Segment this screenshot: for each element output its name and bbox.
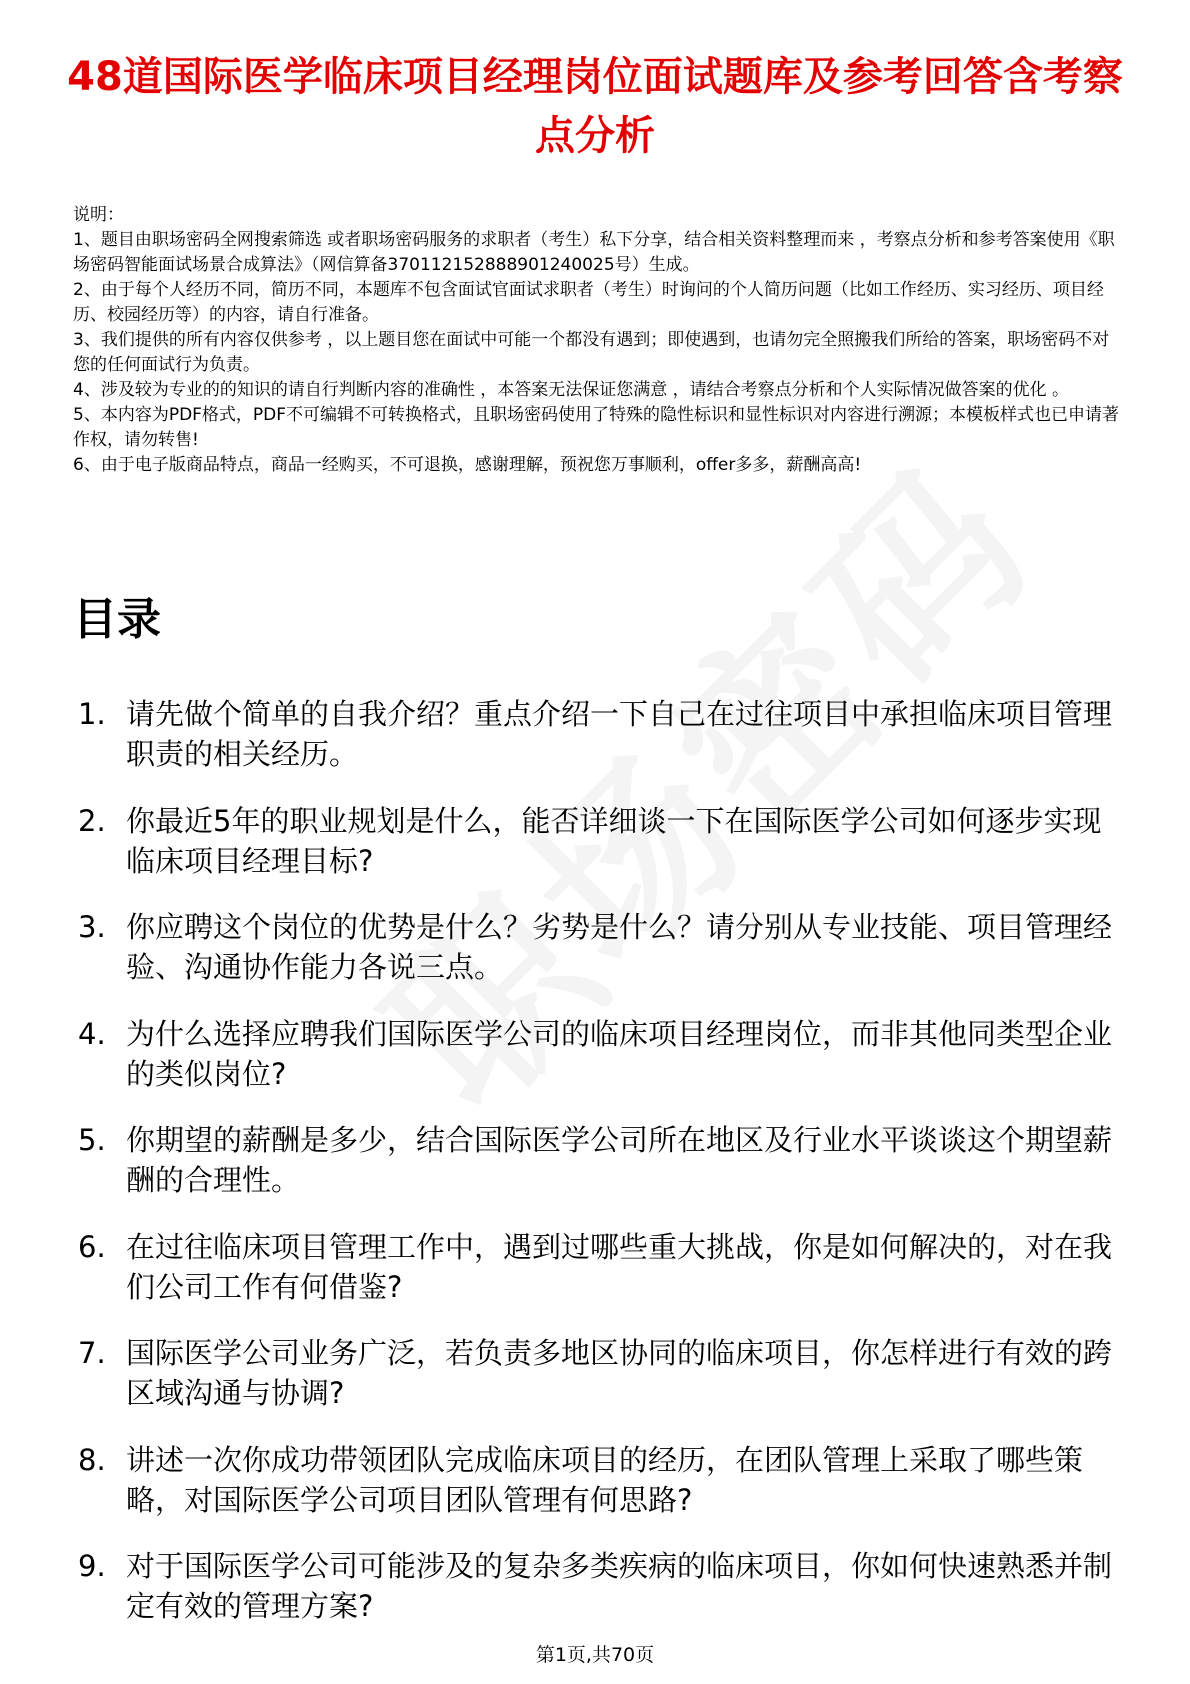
toc-item-number: 6. [78, 1229, 106, 1264]
toc-item-number: 4. [78, 1016, 106, 1051]
toc-item[interactable] [78, 1440, 1123, 1520]
toc-item-text: 你最近5年的职业规划是什么，能否详细谈一下在国际医学公司如何逐步实现临床项目经理目标? [126, 803, 1102, 878]
toc-item-text: 讲述一次你成功带领团队完成临床项目的经历，在团队管理上采取了哪些策略，对国际医学公司项目团队管理有何思路? [126, 1442, 1084, 1517]
toc-item-number: 9. [78, 1549, 106, 1583]
toc-item[interactable] [78, 1014, 1123, 1094]
notes-item: 4、涉及较为专业的的知识的请自行判断内容的准确性 ，本答案无法保证您满意 ，请结合考察点分析和个人实际情况做答案的优化 。 [73, 380, 1070, 400]
toc-item-number: 5. [78, 1123, 106, 1157]
toc-item[interactable] [78, 694, 1123, 774]
toc-item-text: 为什么选择应聘我们国际医学公司的临床项目经理岗位，而非其他同类型企业的类似岗位? [126, 1016, 1113, 1091]
toc-item[interactable] [78, 1333, 1123, 1413]
toc-item-number: 8. [78, 1442, 106, 1477]
toc-item-number: 7. [78, 1336, 106, 1370]
toc-list [78, 694, 1123, 1653]
toc-item-text: 对于国际医学公司可能涉及的复杂多类疾病的临床项目，你如何快速熟悉并制定有效的管理方案? [126, 1549, 1113, 1623]
toc-item[interactable] [78, 1546, 1123, 1626]
toc-item[interactable] [78, 801, 1123, 881]
toc-item-number: 3. [78, 910, 106, 944]
toc-item[interactable] [78, 1227, 1123, 1307]
notes-heading: 说明： [73, 205, 124, 225]
document-title: 48道国际医学临床项目经理岗位面试题库及参考回答含考察点分析 [67, 54, 1123, 159]
toc-item-text: 你期望的薪酬是多少，结合国际医学公司所在地区及行业水平谈谈这个期望薪酬的合理性。 [126, 1123, 1113, 1197]
toc-item-number: 1. [78, 697, 106, 731]
toc-item-text: 请先做个简单的自我介绍？重点介绍一下自己在过往项目中承担临床项目管理职责的相关经历。 [126, 697, 1113, 771]
toc-item-number: 2. [78, 803, 106, 838]
notes-item: 3、我们提供的所有内容仅供参考 ，以上题目您在面试中可能一个都没有遇到；即使遇到，也请勿完全照搬我们所给的答案，职场密码不对您的任何面试行为负责。 [73, 330, 1110, 375]
notes-item: 2、由于每个人经历不同，简历不同，本题库不包含面试官面试求职者（考生）时询问的个人简历问题（比如工作经历、实习经历、项目经历、校园经历等）的内容，请自行准备。 [73, 280, 1104, 325]
page-footer: 第1页,共70页 [535, 1644, 655, 1666]
toc-item[interactable] [78, 1120, 1123, 1200]
notes-item: 5、本内容为PDF格式，PDF不可编辑不可转换格式，且职场密码使用了特殊的隐性标识和显性标识对内容进行溯源；本模板样式也已申请著作权，请勿转售! [73, 405, 1120, 450]
toc-heading: 目录 [73, 594, 161, 645]
notes-item: 1、题目由职场密码全网搜索筛选 或者职场密码服务的求职者（考生）私下分享，结合相关资料整理而来 ，考察点分析和参考答案使用《职场密码智能面试场景合成算法》（网信算备370112152888901240025号）生成。 [73, 230, 1115, 275]
toc-item-text: 在过往临床项目管理工作中，遇到过哪些重大挑战，你是如何解决的，对在我们公司工作有何借鉴? [126, 1229, 1113, 1304]
toc-item-text: 国际医学公司业务广泛，若负责多地区协同的临床项目，你怎样进行有效的跨区域沟通与协调? [126, 1336, 1113, 1410]
toc-item[interactable] [78, 907, 1123, 987]
notes-item: 6、由于电子版商品特点，商品一经购买，不可退换，感谢理解，预祝您万事顺利，offer多多，薪酬高高! [73, 455, 862, 475]
toc-item-text: 你应聘这个岗位的优势是什么？劣势是什么？请分别从专业技能、项目管理经验、沟通协作能力各说三点。 [126, 910, 1113, 984]
notes-section [73, 203, 1123, 478]
